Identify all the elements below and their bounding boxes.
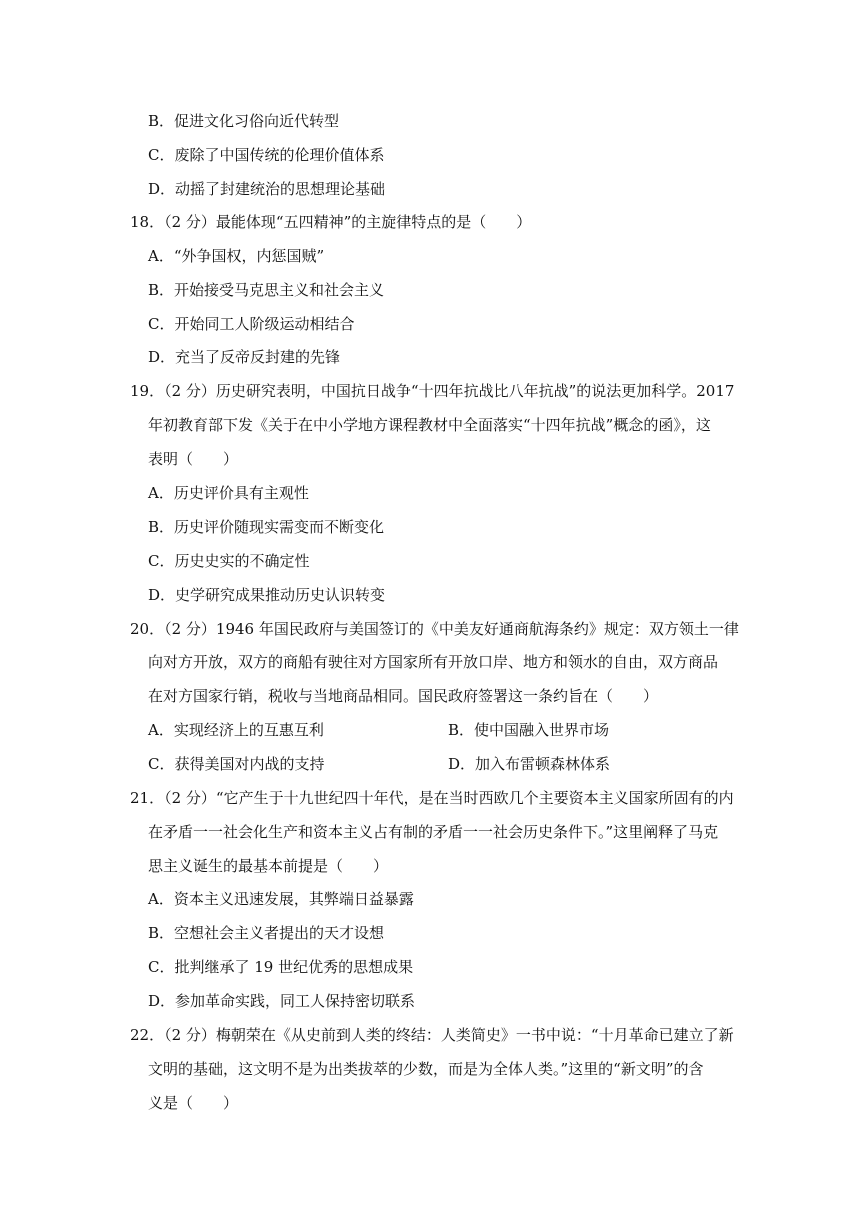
q18-stem: 18．（2 分）最能体现“五四精神”的主旋律特点的是（ ）: [130, 213, 532, 231]
q21-stem-line-2: 在矛盾一一社会化生产和资本主义占有制的矛盾一一社会历史条件下。”这里阐释了马克: [148, 823, 719, 841]
q19-stem-line-3: 表明（ ）: [148, 450, 239, 468]
q20-option-b: B．使中国融入世界市场: [448, 721, 610, 739]
q21-option-c: C．批判继承了 19 世纪优秀的思想成果: [148, 958, 414, 976]
q21-option-b: B．空想社会主义者提出的天才设想: [148, 924, 385, 942]
q18-option-a: A．“外争国权，内惩国贼”: [148, 247, 325, 265]
q19-option-d: D．史学研究成果推动历史认识转变: [148, 586, 386, 604]
q21-option-a: A．资本主义迅速发展，其弊端日益暴露: [148, 890, 414, 908]
q22-stem-line-2: 文明的基础，这文明不是为出类拔萃的少数，而是为全体人类。”这里的“新文明”的含: [148, 1060, 704, 1078]
q20-stem-line-1: 20．（2 分）1946 年国民政府与美国签订的《中美友好通商航海条约》规定：双方领土一律: [130, 620, 739, 638]
q20-option-c: C．获得美国对内战的支持: [148, 755, 325, 773]
q21-option-d: D．参加革命实践，同工人保持密切联系: [148, 992, 416, 1010]
q20-stem-line-3: 在对方国家行销，税收与当地商品相同。国民政府签署这一条约旨在（ ）: [148, 687, 659, 705]
q20-option-d: D．加入布雷顿森林体系: [448, 755, 611, 773]
q17-option-d: D．动摇了封建统治的思想理论基础: [148, 180, 386, 198]
q18-option-b: B．开始接受马克思主义和社会主义: [148, 281, 385, 299]
q22-stem-line-1: 22．（2 分）梅朝荣在《从史前到人类的终结：人类简史》一书中说：“十月革命已建立了新: [130, 1026, 734, 1044]
q18-option-c: C．开始同工人阶级运动相结合: [148, 315, 355, 333]
q21-stem-line-3: 思主义诞生的最基本前提是（ ）: [148, 857, 389, 875]
q17-option-c: C．废除了中国传统的伦理价值体系: [148, 146, 385, 164]
q20-option-a: A．实现经济上的互惠互利: [148, 721, 324, 739]
q19-option-a: A．历史评价具有主观性: [148, 484, 309, 502]
q22-stem-line-3: 义是（ ）: [148, 1094, 239, 1112]
q19-stem-line-2: 年初教育部下发《关于在中小学地方课程教材中全面落实“十四年抗战”概念的函》，这: [148, 416, 711, 434]
q21-stem-line-1: 21．（2 分）“它产生于十九世纪四十年代，是在当时西欧几个主要资本主义国家所固有的内: [130, 789, 734, 807]
q19-stem-line-1: 19．（2 分）历史研究表明，中国抗日战争“十四年抗战比八年抗战”的说法更加科学。2017: [130, 382, 735, 400]
q19-option-b: B．历史评价随现实需变而不断变化: [148, 518, 385, 536]
q19-option-c: C．历史史实的不确定性: [148, 552, 310, 570]
q18-option-d: D．充当了反帝反封建的先锋: [148, 348, 341, 366]
q17-option-b: B．促进文化习俗向近代转型: [148, 112, 340, 130]
q20-stem-line-2: 向对方开放，双方的商船有驶往对方国家所有开放口岸、地方和领水的自由，双方商品: [148, 653, 719, 671]
